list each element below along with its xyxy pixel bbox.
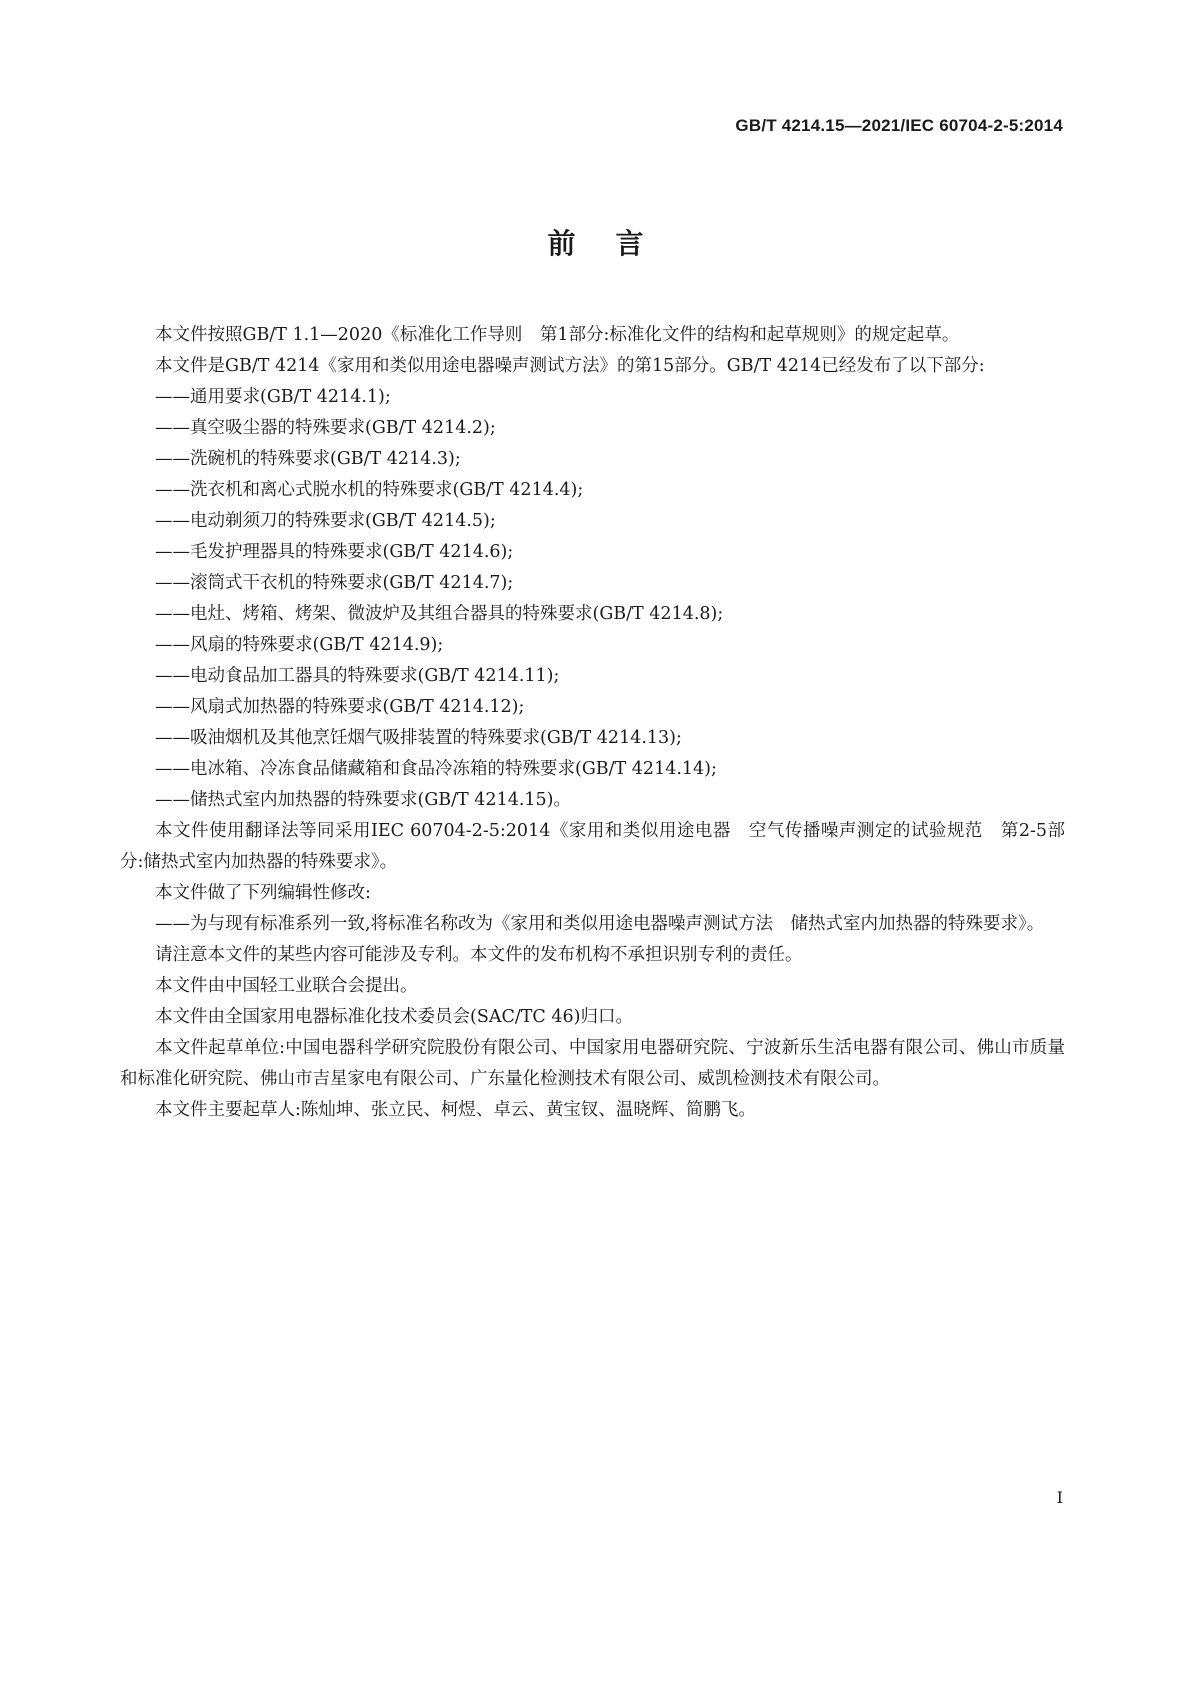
paragraph-patent-notice: 请注意本文件的某些内容可能涉及专利。本文件的发布机构不承担识别专利的责任。 [155,945,803,965]
foreword-body [120,320,1065,1126]
paragraph-adoption: 本文件使用翻译法等同采用IEC 60704-2-5:2014《家用和类似用途电器 空气传播噪声测定的试验规范 第2-5部分:储热式室内加热器的特殊要求》。 [120,821,1065,872]
list-item: ——电冰箱、冷冻食品储藏箱和食品冷冻箱的特殊要求(GB/T 4214.14); [155,759,717,779]
parts-list [120,382,1065,816]
paragraph-series-intro: 本文件是GB/T 4214《家用和类似用途电器噪声测试方法》的第15部分。GB/T 4214已经发布了以下部分: [155,356,985,376]
list-item: ——真空吸尘器的特殊要求(GB/T 4214.2); [155,418,496,438]
list-item: ——通用要求(GB/T 4214.1); [155,387,391,407]
paragraph-drafting-basis: 本文件按照GB/T 1.1—2020《标准化工作导则 第1部分:标准化文件的结构和起草规则》的规定起草。 [155,325,960,345]
list-item: ——电动剃须刀的特殊要求(GB/T 4214.5); [155,511,496,531]
list-item: ——电动食品加工器具的特殊要求(GB/T 4214.11); [155,666,560,686]
list-item: ——洗衣机和离心式脱水机的特殊要求(GB/T 4214.4); [155,480,584,500]
paragraph-committee: 本文件由全国家用电器标准化技术委员会(SAC/TC 46)归口。 [155,1007,633,1027]
list-item: ——滚筒式干衣机的特殊要求(GB/T 4214.7); [155,573,514,593]
standard-number: GB/T 4214.15—2021/IEC 60704-2-5:2014 [735,116,1063,135]
paragraph-proposer: 本文件由中国轻工业联合会提出。 [155,976,418,996]
list-item: ——毛发护理器具的特殊要求(GB/T 4214.6); [155,542,514,562]
list-item: ——洗碗机的特殊要求(GB/T 4214.3); [155,449,461,469]
page-title: 前言 [547,227,684,260]
list-item: ——吸油烟机及其他烹饪烟气吸排装置的特殊要求(GB/T 4214.13); [155,728,682,748]
list-item: ——储热式室内加热器的特殊要求(GB/T 4214.15)。 [155,790,571,810]
paragraph-edit-item: ——为与现有标准系列一致,将标准名称改为《家用和类似用途电器噪声测试方法 储热式室内加热器的特殊要求》。 [155,914,1045,934]
page-number: I [1056,1488,1063,1507]
paragraph-drafting-units: 本文件起草单位:中国电器科学研究院股份有限公司、中国家用电器研究院、宁波新乐生活电器有限公司、佛山市质量和标准化研究院、佛山市吉星家电有限公司、广东量化检测技术有限公司、威凯检测技术有限公司。 [120,1038,1065,1089]
paragraph-drafters: 本文件主要起草人:陈灿坤、张立民、柯煜、卓云、黄宝钗、温晓辉、简鹏飞。 [155,1100,756,1120]
paragraph-edits-intro: 本文件做了下列编辑性修改: [155,883,371,903]
list-item: ——风扇的特殊要求(GB/T 4214.9); [155,635,444,655]
list-item: ——风扇式加热器的特殊要求(GB/T 4214.12); [155,697,525,717]
list-item: ——电灶、烤箱、烤架、微波炉及其组合器具的特殊要求(GB/T 4214.8); [155,604,724,624]
